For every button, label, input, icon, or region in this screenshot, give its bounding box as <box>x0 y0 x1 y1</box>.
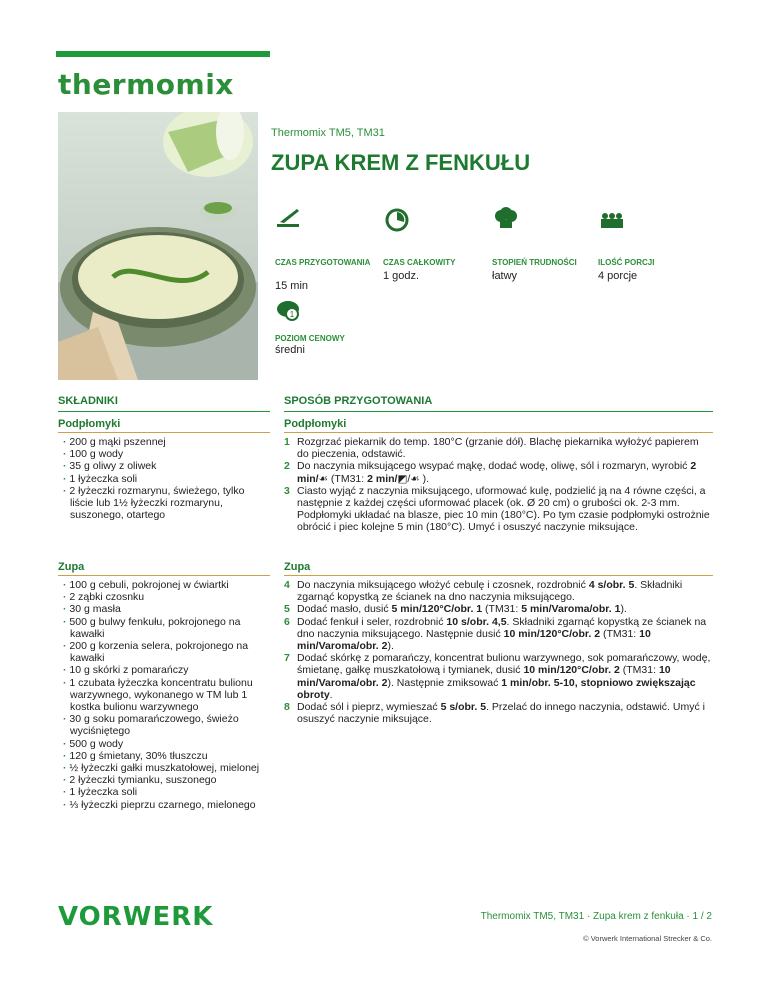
step-text: (TM31: <box>328 472 368 485</box>
step-number: 8 <box>284 701 290 714</box>
step-text: ). Następnie zmiksować <box>387 676 502 689</box>
step-setting: 2 min/ <box>367 472 398 485</box>
step-text: Rozgrzać piekarnik do temp. 180°C (grzanie dół). Blachę piekarnika wyłożyć papierem do pieczenia, odstawić. <box>297 436 699 461</box>
info-value-prep: 15 min <box>275 280 309 292</box>
list-item: · 500 g wody <box>58 738 263 750</box>
kneading-icon: ☙ <box>318 472 329 485</box>
step-number: 2 <box>284 460 290 473</box>
divider <box>58 432 270 433</box>
step-setting: 5 min/Varoma/obr. 1 <box>521 603 621 616</box>
step-text: . Składniki zgarnąć kopystką ze ścianek na dno naczynia miksującego. Następnie dusić <box>297 615 707 640</box>
info-label-price: POZIOM CENOWY <box>275 334 345 343</box>
list-item: · 2 łyżeczki tymianku, suszonego <box>58 774 263 786</box>
list-item: · 35 g oliwy z oliwek <box>58 460 263 472</box>
step-setting: 2 min/ <box>297 460 697 485</box>
step-setting: 10 min/120°C/obr. 2 <box>523 664 620 677</box>
step-item <box>284 652 713 701</box>
step-text: Dodać fenkuł i seler, rozdrobnić <box>297 615 447 628</box>
step-text: Ciasto wyjąć z naczynia miksującego, uformować kulę, podzielić ją na 4 równe części, a następnie z każdej części uformować placek (ok. Ø 20 cm) o grubości ok. 2-3 mm. Podpłomyki układać na blasze, piec 10 min (180°C). Po tym czasie podpłomyki ostrożnie obrócić i piec kolejne 5 min (180°C). Umyć i osuszyć naczynie miksujące. <box>297 484 710 534</box>
info-label-total: CZAS CAŁKOWITY <box>383 258 456 267</box>
recipe-title: ZUPA KREM Z FENKUŁU <box>271 150 531 175</box>
list-item: · 30 g soku pomarańczowego, świeżo wyciśniętego <box>58 713 263 737</box>
group-heading-soup: Zupa <box>58 561 85 573</box>
group-heading-flatbread-method: Podpłomyki <box>284 418 347 430</box>
list-item: · 1 łyżeczka soli <box>58 473 263 485</box>
step-text: / <box>407 472 411 485</box>
recipe-models: Thermomix TM5, TM31 <box>271 127 385 139</box>
info-label-prep: CZAS PRZYGOTOWANIA <box>275 258 371 267</box>
footer-copyright: © Vorwerk International Strecker & Co. <box>583 934 712 943</box>
list-item: · 200 g mąki pszennej <box>58 436 263 448</box>
step-text: Dodać masło, dusić <box>297 603 392 616</box>
group-heading-flatbread: Podpłomyki <box>58 418 121 430</box>
info-label-portions: ILOŚĆ PORCJI <box>598 258 655 267</box>
step-text: (TM31: <box>619 664 659 677</box>
step-number: 4 <box>284 579 290 591</box>
step-setting: 1 min/obr. 5-10, stopniowo zwiększając obroty <box>297 676 696 701</box>
step-number: 6 <box>284 615 290 628</box>
step-text: . <box>329 688 333 701</box>
step-setting: 10 min/Varoma/obr. 2 <box>297 664 671 689</box>
step-setting: 10 min/Varoma/obr. 2 <box>297 627 651 653</box>
list-item: · 30 g masła <box>58 603 263 615</box>
list-item: · 120 g śmietany, 30% tłuszczu <box>58 750 263 762</box>
step-setting: 10 min/120°C/obr. 2 <box>503 627 601 640</box>
vorwerk-logo: VORWERK <box>58 902 214 932</box>
portions-icon <box>598 205 626 233</box>
info-value-total: 1 godz. <box>383 270 420 282</box>
step-text: . Przelać do innego naczynia, odstawić. Umyć i osuszyć naczynie miksujące. <box>297 701 705 726</box>
step-item <box>284 579 713 603</box>
step-text: (TM31: <box>600 627 640 640</box>
list-item: · 1 czubata łyżeczka koncentratu bulionu warzywnego, wykonanego w TM lub 1 kostka bulionu warzywnego <box>58 677 263 714</box>
divider <box>284 411 713 412</box>
svg-text:1: 1 <box>289 310 295 319</box>
step-item <box>284 701 713 725</box>
step-text: Dodać skórkę z pomarańczy, koncentrat bulionu warzywnego, sok pomarańczowy, wodę, śmietanę, gałkę muszkatołową i tymianek, dusić <box>297 652 711 677</box>
divider <box>284 575 713 576</box>
list-item: · 10 g skórki z pomarańczy <box>58 664 263 676</box>
step-setting: 4 s/obr. 5 <box>588 579 635 591</box>
ingredient-list-flatbread <box>58 436 263 521</box>
info-value-difficulty: łatwy <box>492 270 518 282</box>
step-item <box>284 436 713 460</box>
clock-icon <box>383 205 411 233</box>
step-number: 1 <box>284 436 290 448</box>
step-setting: 5 min/120°C/obr. 1 <box>391 603 483 616</box>
step-text: Dodać sól i pieprz, wymieszać <box>297 701 441 714</box>
footer-reference: Thermomix TM5, TM31 · Zupa krem z fenkuła · 1 / 2 <box>480 911 712 922</box>
step-item <box>284 603 713 615</box>
step-setting: 5 s/obr. 5 <box>440 701 487 714</box>
list-item: · 2 ząbki czosnku <box>58 591 263 603</box>
step-text: Do naczynia miksującego wsypać mąkę, dodać wodę, oliwę, sól i rozmaryn, wyrobić <box>297 460 691 473</box>
steps-soup <box>284 579 713 725</box>
divider <box>58 411 270 412</box>
step-number: 5 <box>284 603 290 616</box>
ingredients-heading: SKŁADNIKI <box>58 395 118 407</box>
step-number: 3 <box>284 484 290 497</box>
kneading-icon: ☙ <box>410 472 420 485</box>
step-text: Do naczynia miksującego włożyć cebulę i czosnek, rozdrobnić <box>297 579 589 591</box>
list-item: · 500 g bulwy fenkułu, pokrojonego na kawałki <box>58 616 263 640</box>
info-label-difficulty: STOPIEŃ TRUDNOŚCI <box>492 258 577 267</box>
step-number: 7 <box>284 652 290 665</box>
step-text: . Składniki zgarnąć kopystką ze ścianek na dno naczynia miksującego. <box>297 579 683 604</box>
divider <box>284 432 713 433</box>
step-text: (TM31: <box>482 603 522 616</box>
divider <box>58 575 270 576</box>
price-icon <box>275 295 303 323</box>
list-item: · 100 g cebuli, pokrojonej w ćwiartki <box>58 579 263 591</box>
step-item <box>284 460 713 484</box>
thermomix-logo: thermomix <box>58 68 234 101</box>
recipe-photo <box>58 112 258 380</box>
step-item <box>284 485 713 534</box>
top-accent-bar <box>56 51 270 57</box>
list-item: · ½ łyżeczki gałki muszkatołowej, mielonej <box>58 762 263 774</box>
method-heading: SPOSÓB PRZYGOTOWANIA <box>284 395 433 407</box>
group-heading-soup-method: Zupa <box>284 561 311 573</box>
closed-lid-icon: ◩ <box>397 472 408 485</box>
step-text: ). <box>620 603 627 616</box>
list-item: · 100 g wody <box>58 448 263 460</box>
steps-flatbread <box>284 436 713 534</box>
list-item: · 2 łyżeczki rozmarynu, świeżego, tylko liście lub 1½ łyżeczki rozmarynu, suszonego, otartego <box>58 485 263 522</box>
step-item <box>284 616 713 653</box>
step-setting: 10 s/obr. 4,5 <box>446 615 507 628</box>
info-value-portions: 4 porcje <box>598 270 638 282</box>
step-text: ). <box>387 640 394 653</box>
info-value-price: średni <box>275 344 305 356</box>
list-item: · ⅓ łyżeczki pieprzu czarnego, mielonego <box>58 799 263 811</box>
list-item: · 200 g korzenia selera, pokrojonego na kawałki <box>58 640 263 664</box>
chef-hat-icon <box>492 205 520 233</box>
ingredient-list-soup <box>58 579 263 811</box>
knife-board-icon <box>275 205 303 233</box>
list-item: · 1 łyżeczka soli <box>58 786 263 798</box>
step-text: ). <box>419 472 430 485</box>
